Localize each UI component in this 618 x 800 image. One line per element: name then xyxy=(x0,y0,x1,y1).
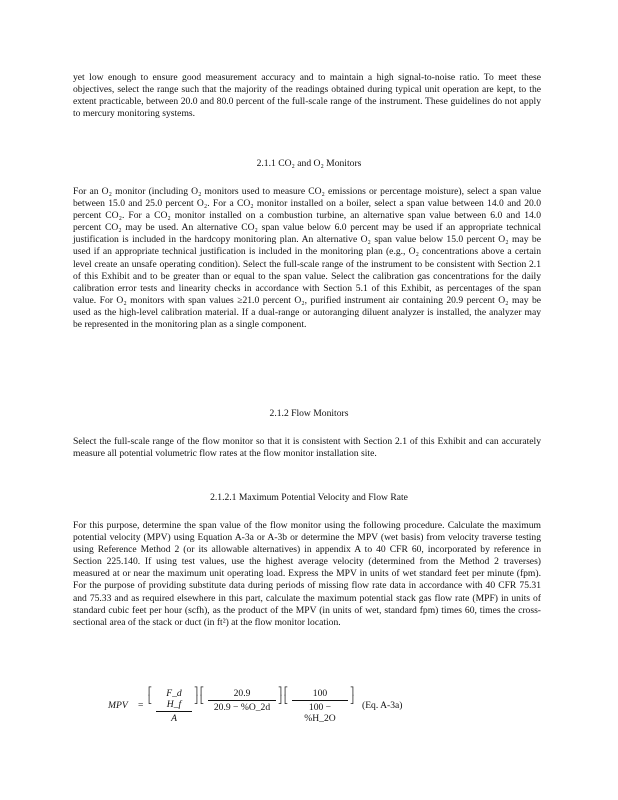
bracket-left-icon: ⎡ ⎣ xyxy=(284,687,288,704)
bracket-right-icon: ⎤ ⎦ xyxy=(278,687,282,704)
paragraph-co2-o2-span: For an O₂ monitor (including O₂ monitors used to measure CO₂ emissions or percentage moisture), select a span value between 15.0 and 25.0 percent O₂. For a CO₂ monitor installed on a boiler, select a span value between 14.0 and 20.0 percent CO₂. For a CO₂ monitor installed on a combustion turbine, an alternative span value between 6.0 and 14.0 percent CO₂ may be used. An alternative CO₂ span value below 6.0 percent may be used if an appropriate technical justification is included in the hardcopy monitoring plan. An alternative O₂ span value below 15.0 percent O₂ may be used if an appropriate technical justification is included in the monitoring plan (e.g., O₂ concentrations above a certain level create an unsafe operating condition). Select the full-scale range of the instrument to be consistent with Section 2.1 of this Exhibit and to be greater than or equal to the span value. Select the calibration gas concentrations for the daily calibration error tests and linearity checks in accordance with Section 5.1 of this Exhibit, as percentages of the span value. For O₂ monitors with span values ≥21.0 percent O₂, purified instrument air containing 20.9 percent O₂ may be used as the high-level calibration material. If a dual-range or autoranging diluent analyzer is installed, the analyzer may be represented in the monitoring plan as a single component. xyxy=(73,186,541,331)
fraction-fd-hf-over-a xyxy=(156,688,192,724)
fraction-o2-correction xyxy=(208,688,276,713)
fraction-denominator: A xyxy=(171,713,177,724)
fraction-denominator: 100 − %H_2O xyxy=(304,702,336,724)
fraction-moisture-correction xyxy=(292,688,348,724)
bracket-right-icon: ⎤ ⎦ xyxy=(194,687,198,704)
fraction-numerator: 100 xyxy=(312,688,328,699)
fraction-numerator: 20.9 xyxy=(233,688,251,699)
bracket-left-icon: ⎡ ⎣ xyxy=(148,687,152,704)
fraction-numerator: F_d H_f xyxy=(166,688,182,710)
equation-label: (Eq. A-3a) xyxy=(362,700,403,711)
fraction-denominator: 20.9 − %O_2d xyxy=(213,702,271,713)
heading-flow-monitors: 2.1.2 Flow Monitors xyxy=(269,408,349,419)
paragraph-mpv-procedure: For this purpose, determine the span value of the flow monitor using the following procedure. Calculate the maximum potential velocity (MPV) using Equation A-3a or A-3b or determine the MPV (wet basis) from velocity traverse testing using Reference Method 2 (or its allowable alternatives) in appendix A to 40 CFR 60, incorporated by reference in Section 225.140. If using test values, use the highest average velocity (determined from the Method 2 traverses) measured at or near the maximum unit operating load. Express the MPV in units of wet standard feet per minute (fpm). For the purpose of providing substitute data during periods of missing flow rate data in accordance with 40 CFR 75.31 and 75.33 and as required elsewhere in this part, calculate the maximum potential stack gas flow rate (MPF) in units of standard cubic feet per hour (scfh), as the product of the MPV (in units of wet, standard fpm) times 60, times the cross-sectional area of the stack or duct (in ft²) at the flow monitor location. xyxy=(73,520,541,628)
equation-equals: = xyxy=(138,700,144,711)
paragraph-flow-range: Select the full-scale range of the flow monitor so that it is consistent with Section 2.1 of this Exhibit and can accurately measure all potential volumetric flow rates at the flow monitor installation site. xyxy=(73,436,541,460)
equation-lhs: MPV xyxy=(108,700,128,711)
bracket-right-icon: ⎤ ⎦ xyxy=(350,687,354,704)
heading-co2-o2-monitors: 2.1.1 CO₂ and O₂ Monitors xyxy=(256,158,362,169)
bracket-left-icon: ⎡ ⎣ xyxy=(200,687,204,704)
heading-maximum-potential-velocity: 2.1.2.1 Maximum Potential Velocity and Flow Rate xyxy=(210,492,408,503)
paragraph-range-selection: yet low enough to ensure good measurement accuracy and to maintain a high signal-to-noise ratio. To meet these objectives, select the range such that the majority of the readings obtained during typical unit operation are kept, to the extent practicable, between 20.0 and 80.0 percent of the full-scale range of the instrument. These guidelines do not apply to mercury monitoring systems. xyxy=(73,72,541,120)
equation-a-3a xyxy=(108,688,438,728)
